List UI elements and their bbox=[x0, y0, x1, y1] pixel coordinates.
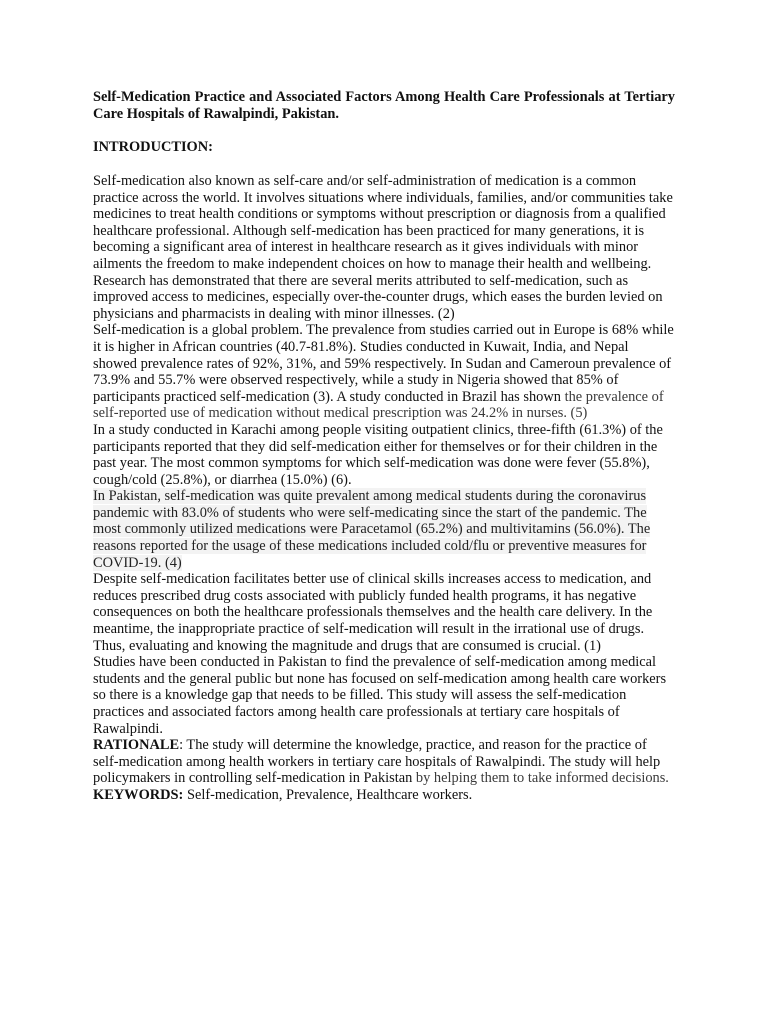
paragraph-global-prevalence bbox=[93, 322, 675, 422]
paragraph-definition: Self-medication also known as self-care and/or self-administration of medication is a common practice across the world. It involves situations where individuals, families, and/or communities take medicines to treat health conditions or symptoms without prescription or diagnosis from a qualified healthcare professional. Although self-medication has been practiced for many generations, it is becoming a significant area of interest in healthcare research as it gives individuals with minor ailments the freedom to make independent choices on how to manage their health and wellbeing. Research has demonstrated that there are several merits attributed to self-medication, such as improved access to medicines, especially over-the-counter drugs, which eases the burden levied on physicians and pharmacists in dealing with minor illnesses. (2) bbox=[93, 173, 673, 322]
paragraph-consequences: Despite self-medication facilitates better use of clinical skills increases access to medication, and reduces prescribed drug costs associated with publicly funded health programs, it has negative consequences on both the healthcare professionals themselves and the health care delivery. In the meantime, the inappropriate practice of self-medication will result in the irrational use of drugs. Thus, evaluating and knowing the magnitude and drugs that are consumed is crucial. (1) bbox=[93, 571, 653, 654]
rationale-label: RATIONALE bbox=[93, 737, 180, 754]
paragraph-global-prevalence-main: Self-medication is a global problem. The prevalence from studies carried out in Europe is 68% while it is higher in African countries (40.7-81.8%). Studies conducted in Kuwait, India, and Nepal showed prevalence rates of 92%, 31%, and 59% respectively. In Sudan and Cameroun prevalence of 73.9% and 55.7% were observed respectively, while a study in Nigeria showed that 85% of participants practiced self-medication (3). A study conducted in Brazil has shown bbox=[93, 322, 674, 405]
rationale-muted-text: by helping them to take informed decisions. bbox=[412, 770, 669, 787]
document-page bbox=[93, 89, 675, 804]
paragraph-rationale bbox=[93, 737, 675, 787]
paragraph-pakistan-students-text: In Pakistan, self-medication was quite prevalent among medical students during the coronavirus pandemic with 83.0% of students who were self-medicating since the start of the pandemic. The most commonly utilized medications were Paracetamol (65.2%) and multivitamins (56.0%). The reasons reported for the usage of these medications included cold/flu or preventive measures for COVID-19. (4) bbox=[93, 488, 651, 571]
paragraph-knowledge-gap: Studies have been conducted in Pakistan to find the prevalence of self-medication among medical students and the general public but none has focused on self-medication among health care workers so there is a knowledge gap that needs to be filled. This study will assess the self-medication practices and associated factors among health care professionals at tertiary care hospitals of Rawalpindi. bbox=[93, 654, 667, 737]
paragraph-karachi-study: In a study conducted in Karachi among people visiting outpatient clinics, three-fifth (61.3%) of the participants reported that they did self-medication either for themselves or for their children in the past year. The most common symptoms for which self-medication was done were fever (55.8%), cough/cold (25.8%), or diarrhea (15.0%) (6). bbox=[93, 421, 663, 488]
paragraph-brazil-study: the prevalence of self-reported use of medication without medical prescription was 24.2% in nurses. (5) bbox=[93, 388, 664, 422]
keywords-text: Self-medication, Prevalence, Healthcare workers. bbox=[183, 786, 473, 803]
paragraph-pakistan-students bbox=[93, 488, 675, 571]
introduction-heading: INTRODUCTION: bbox=[93, 139, 213, 155]
document-title: Self-Medication Practice and Associated Factors Among Health Care Professionals at Tertiary Care Hospitals of Rawalpindi, Pakistan. bbox=[93, 89, 675, 122]
paragraph-keywords bbox=[93, 787, 675, 804]
rationale-colon: : bbox=[179, 737, 184, 754]
keywords-label: KEYWORDS: bbox=[93, 786, 184, 803]
rationale-text: The study will determine the knowledge, practice, and reason for the practice of self-medication among health workers in tertiary care hospitals of Rawalpindi. The study will help policymakers in controlling self-medication in Pakistan bbox=[93, 737, 661, 787]
